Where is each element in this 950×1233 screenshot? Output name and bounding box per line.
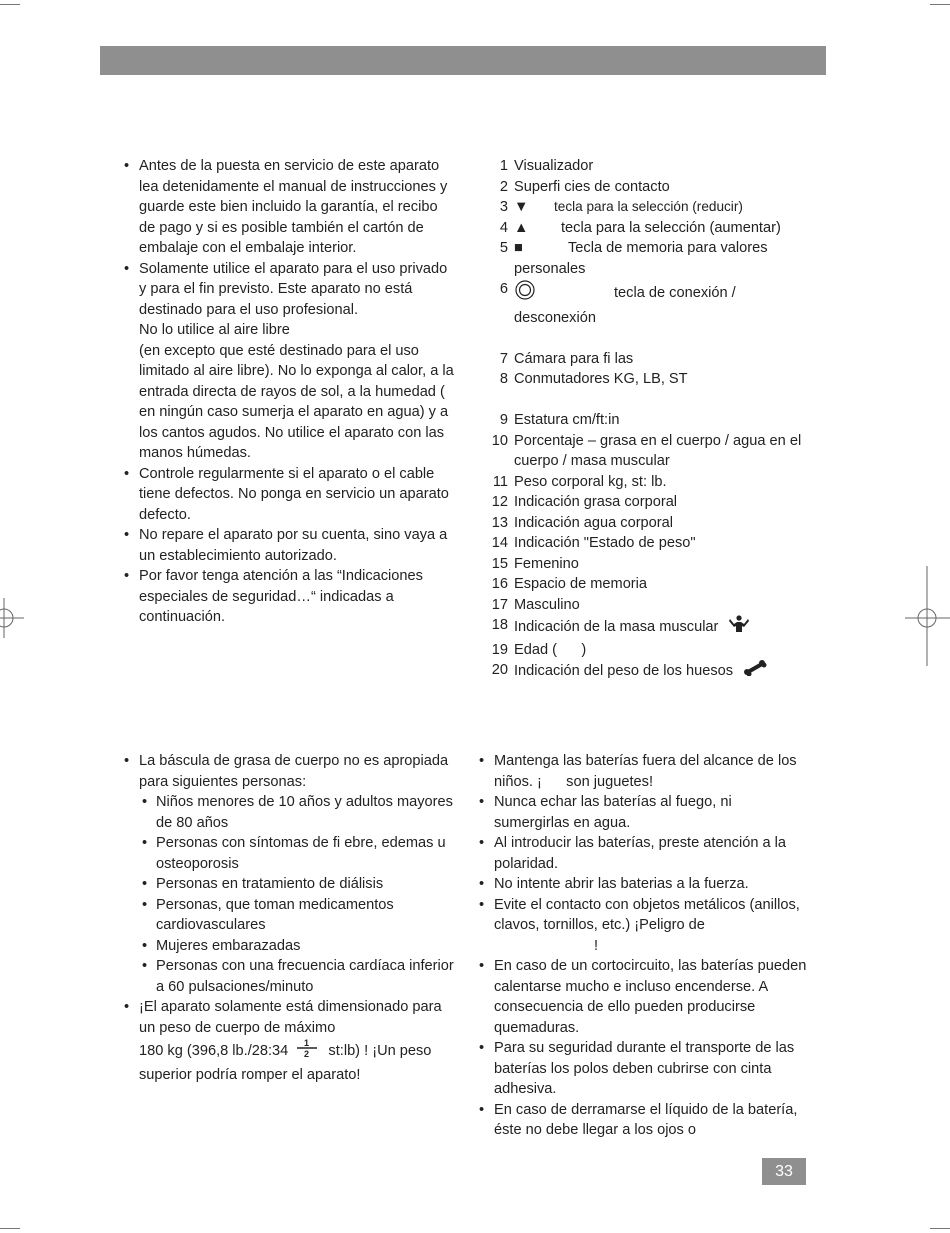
crop-mark bbox=[0, 1228, 20, 1229]
page-number: 33 bbox=[762, 1158, 806, 1185]
battery-safety-instructions bbox=[479, 751, 809, 1141]
component-item: 17 Masculino bbox=[491, 596, 580, 613]
sub-bullet-item: • Mujeres embarazadas bbox=[142, 936, 454, 957]
bone-icon bbox=[743, 660, 767, 683]
arrow-down-icon: ▼ bbox=[514, 199, 529, 215]
bullet-item: • Controle regularmente si el aparato o el cable tiene defectos. No ponga en servicio un aparato defecto. bbox=[124, 464, 454, 526]
bullet-item: • La báscula de grasa de cuerpo no es apropiada para siguientes personas: • Niños menores de 10 años y adultos mayores de 80 años • Personas con síntomas de fi ebre, edemas u osteoporosis • Personas en tratamiento de diálisis • Personas, que toman medicamentos cardiovasculares • Mujeres embarazadas • Personas con una frecuencia cardíaca inferior a 60 pulsaciones/minuto bbox=[124, 751, 454, 997]
sub-bullet-item: • Personas con síntomas de fi ebre, edemas u osteoporosis bbox=[142, 833, 454, 874]
arrow-up-icon: ▲ bbox=[514, 219, 529, 236]
component-item: 11 Peso corporal kg, st: lb. bbox=[492, 473, 667, 490]
safety-instructions-general bbox=[124, 156, 454, 628]
component-item: 4 ▲ tecla para la selección (aumentar) bbox=[488, 218, 818, 239]
bullet-item: • Por favor tenga atención a las “Indicaciones especiales de seguridad…“ indicadas a continuación. bbox=[124, 566, 454, 628]
section-header-bar bbox=[100, 46, 826, 75]
component-item: 14 Indicación "Estado de peso" bbox=[491, 535, 696, 551]
component-item: 19 Edad ( ) bbox=[491, 641, 587, 658]
component-item: 16 Espacio de memoria bbox=[491, 576, 648, 592]
registration-mark-left bbox=[0, 598, 24, 638]
bullet-item: • Solamente utilice el aparato para el uso privado y para el fin previsto. Este aparato no está destinado para el uso profesional. No lo utilice al aire libre (en excepto que esté destinado para el uso limitado al aire libre). No lo exponga al calor, a la entrada directa de rayos de sol, a la humedad ( en ningún caso sumerja el aparato en agua) y a los cantos agudos. No utilice el aparato con las manos húmedas. bbox=[124, 259, 454, 464]
bullet-item: • Mantenga las baterías fuera del alcance de los niños. ¡ son juguetes! bbox=[479, 751, 809, 792]
svg-text:1: 1 bbox=[304, 1038, 310, 1048]
component-item: 2 Superfi cies de contacto bbox=[499, 178, 670, 195]
power-icon bbox=[514, 279, 614, 308]
component-list bbox=[488, 156, 818, 683]
sub-bullet-item: • Niños menores de 10 años y adultos mayores de 80 años bbox=[142, 792, 454, 833]
spacer bbox=[488, 328, 818, 349]
spacer bbox=[488, 390, 818, 411]
component-item: 12 Indicación grasa corporal bbox=[491, 494, 678, 510]
muscle-figure-icon bbox=[728, 615, 750, 640]
component-item: 18 Indicación de la masa muscular bbox=[488, 615, 818, 640]
component-item: 3 ▼ tecla para la selección (reducir) bbox=[488, 197, 818, 218]
crop-mark bbox=[930, 4, 950, 5]
bullet-item: • No intente abrir las baterias a la fuerza. bbox=[479, 874, 809, 895]
bullet-item: • En caso de un cortocircuito, las baterías pueden calentarse mucho e incluso encenderse. A consecuencia de ello pueden producirse quemaduras. bbox=[479, 956, 809, 1038]
safety-instructions-persons bbox=[124, 751, 454, 1085]
component-item: 7 Cámara para fi las bbox=[499, 350, 634, 367]
component-item: 6 tecla de conexión / desconexión bbox=[499, 281, 736, 326]
bullet-item: • Antes de la puesta en servicio de este aparato lea detenidamente el manual de instrucciones y guarde este bien incluido la garantía, el recibo de pago y si es posible también el cartón de embalaje con el embalaje interior. bbox=[124, 156, 454, 259]
crop-mark bbox=[0, 4, 20, 5]
fraction-half-icon bbox=[296, 1038, 318, 1065]
bullet-item: • No repare el aparato por su cuenta, sino vaya a un establecimiento autorizado. bbox=[124, 525, 454, 566]
registration-mark-right bbox=[905, 566, 950, 666]
bullet-item: • En caso de derramarse el líquido de la batería, éste no debe llegar a los ojos o bbox=[479, 1100, 809, 1141]
component-item: 5 ■ Tecla de memoria para valores personales bbox=[499, 240, 768, 277]
square-memory-icon: ■ bbox=[514, 240, 523, 256]
bullet-item: • ¡El aparato solamente está dimensionado para un peso de cuerpo de máximo 180 kg (396,8 lb./28:34 1 2 st:lb) ! ¡Un peso superior podría romper el aparato! bbox=[124, 997, 454, 1085]
component-item: 1 Visualizador bbox=[499, 158, 594, 174]
sub-bullet-item: • Personas, que toman medicamentos cardiovasculares bbox=[142, 895, 454, 936]
bullet-item: • Nunca echar las baterías al fuego, ni sumergirlas en agua. bbox=[479, 792, 809, 833]
component-item: 20 Indicación del peso de los huesos bbox=[488, 660, 818, 683]
component-item: 15 Femenino bbox=[491, 555, 579, 572]
component-item: 8 Conmutadores KG, LB, ST bbox=[499, 371, 688, 387]
bullet-item: • Evite el contacto con objetos metálicos (anillos, clavos, tornillos, etc.) ¡Peligro de ! bbox=[479, 895, 809, 957]
component-item: 13 Indicación agua corporal bbox=[491, 514, 674, 531]
sub-bullet-item: • Personas en tratamiento de diálisis bbox=[142, 874, 454, 895]
component-item: 9 Estatura cm/ft:in bbox=[499, 412, 620, 428]
crop-mark bbox=[930, 1228, 950, 1229]
bullet-item: • Para su seguridad durante el transporte de las baterías los polos deben cubrirse con cinta adhesiva. bbox=[479, 1038, 809, 1100]
bullet-item: • Al introducir las baterías, preste atención a la polaridad. bbox=[479, 833, 809, 874]
component-item: 10 Porcentaje – grasa en el cuerpo / agua en el cuerpo / masa muscular bbox=[491, 432, 802, 469]
sub-bullet-item: • Personas con una frecuencia cardíaca inferior a 60 pulsaciones/minuto bbox=[142, 956, 454, 997]
svg-text:2: 2 bbox=[304, 1049, 310, 1058]
